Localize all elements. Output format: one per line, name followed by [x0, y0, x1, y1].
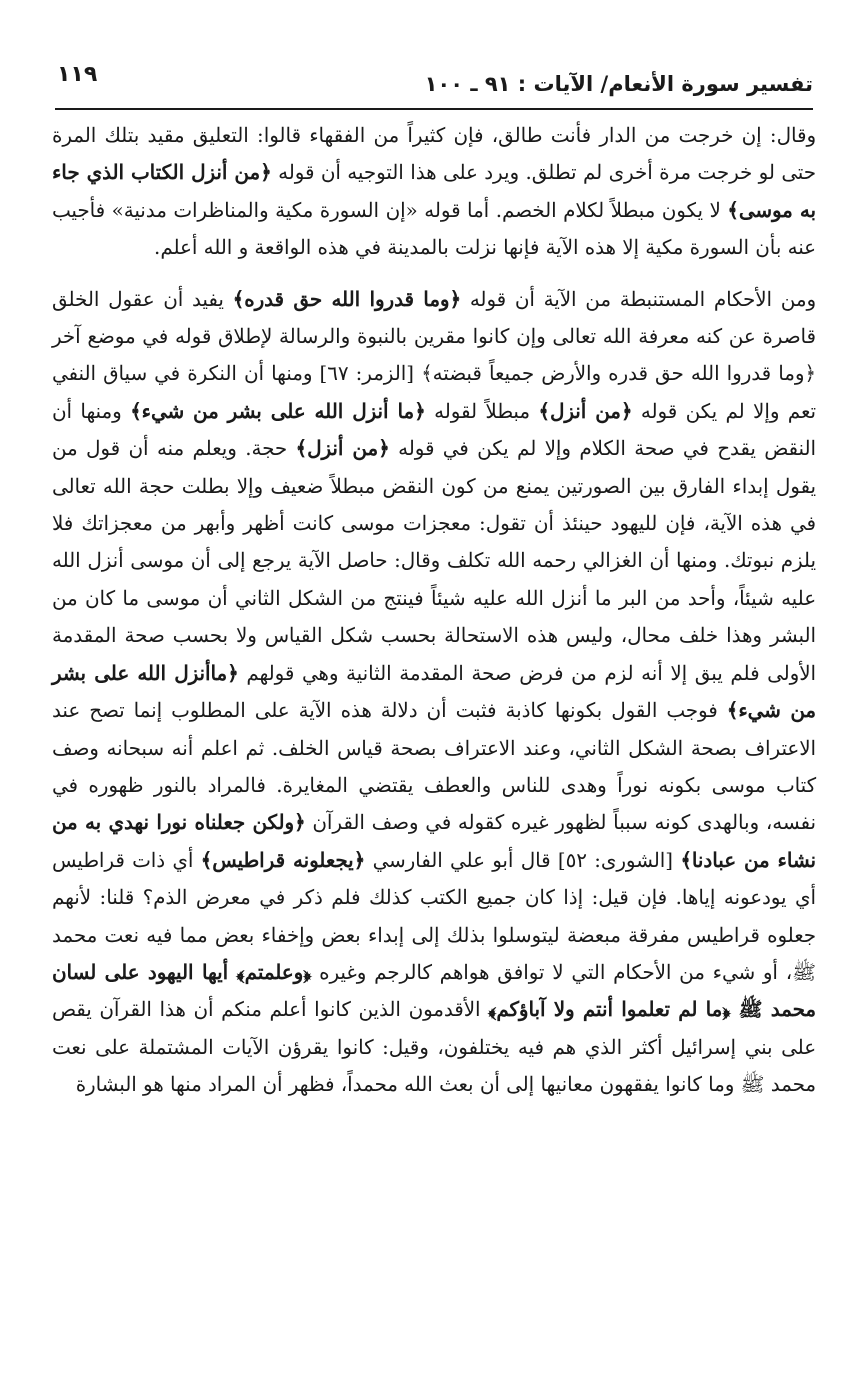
text-run: [الزمر: ٦٧] ومنها أن النكرة في سياق النفي تعم وإلا لم يكن قوله	[52, 362, 816, 423]
paragraph-1	[52, 117, 816, 267]
text-run: ومن الأحكام المستنبطة من الآية أن قوله	[461, 287, 816, 311]
quran-quote: ﴿ما أنزل الله على بشر من شيء﴾	[130, 398, 426, 423]
page-header	[55, 62, 813, 104]
header-divider	[55, 108, 813, 110]
quran-quote: ﴿من أنزل الكتاب الذي جاء به موسى﴾	[52, 160, 816, 222]
quran-quote: ﴿من أنزل﴾	[538, 398, 633, 423]
text-run: وقال: إن خرجت من الدار فأنت طالق، فإن كثيراً من الفقهاء قالوا: التعليق مقيد بتلك المرة حتى لو خرجت مرة أخرى لم تطلق. ويرد على هذا التوجيه أن قوله	[52, 124, 817, 185]
quran-quote: ﴿يجعلونه قراطيس﴾	[200, 847, 366, 872]
quran-quote: ﴿من أنزل﴾	[295, 436, 390, 461]
quran-quote: ﴿ما لم تعلموا أنتم ولا آباؤكم﴾	[488, 997, 731, 1022]
quran-quote: ﴿ماأنزل الله على بشر من شيء﴾	[52, 660, 816, 723]
text-run: ومنها أن النقض يقدح في صحة الكلام وإلا لم يكن في قوله	[52, 399, 817, 461]
page-number: ١١٩	[57, 62, 98, 87]
quran-quote-plain: ﴿وما قدروا الله حق قدره والأرض جميعاً قبضته﴾	[421, 362, 817, 386]
text-run: يفيد أن عقول الخلق قاصرة عن كنه معرفة الله تعالى وإن كانوا مقرين بالنبوة والرسالة لإطلاق قوله في موضع آخر	[52, 287, 816, 349]
text-run: لا يكون مبطلاً لكلام الخصم. أما قوله «إن السورة مكية والمناظرات مدنية» فأجيب عنه بأن السورة مكية إلا هذه الآية فإنها نزلت بالمدينة في هذه الواقعة و الله أعلم.	[52, 198, 816, 260]
text-run: أي ذات قراطيس أي يودعونه إياها. فإن قيل: إذا كان جميع الكتب كذلك فلم ذكر في معرض الذم؟ قلنا: لأنهم جعلوه قراطيس مفرقة مبعضة ليتوسلوا بذلك إلى إبداء بعض وإخفاء بعض مما فيه نعت محمد ﷺ، أو شيء من الأحكام التي لا توافق هواهم كالرجم وغيره	[52, 848, 816, 984]
quran-quote: ﴿وما قدروا الله حق قدره﴾	[232, 286, 462, 311]
text-run: فوجب القول بكونها كاذبة فثبت أن دلالة هذه الآية على المطلوب إنما تصح عند الاعتراف بصحة الشكل الثاني، وعند الاعتراف بصحة قياس الخلف. ثم اعلم أنه سبحانه وصف كتاب موسى بكونه نوراً وهدى للناس والعطف يقتضي المغايرة. فالمراد بالنور ظهوره في نفسه، وبالهدى كونه سبباً لظهور غيره كقوله في وصف القرآن	[52, 699, 816, 835]
bold-phrase: أيها اليهود على لسان محمد ﷺ	[52, 959, 816, 1022]
quran-quote: ﴿ولكن جعلناه نورا نهدي به من نشاء من عبادنا﴾	[52, 810, 817, 872]
text-run: [الشورى: ٥٢] قال أبو علي الفارسي	[365, 848, 681, 872]
quran-quote: ﴿وعلمتم﴾	[236, 959, 312, 984]
paragraph-2	[52, 281, 816, 1104]
text-run: الأقدمون الذين كانوا أعلم منكم أن هذا القرآن يقص على بني إسرائيل أكثر الذي هم فيه يختلفون، وقيل: كانوا يقرؤن الآيات المشتملة على نعت محمد ﷺ وما كانوا يفقهون معانيها إلى أن بعث الله محمداً، فظهر أن المراد منها هو البشارة	[52, 998, 816, 1097]
text-run: حجة. ويعلم منه أن قول من يقول إبداء الفارق بين الصورتين يمنع من كون النقض مبطلاً ضعيف وإلا بطلت حجة الله تعالى في هذه الآية، فإن لليهود حينئذ أن تقول: معجزات موسى كانت أظهر وأبهر من معجزاتك فلا يلزم نبوتك. ومنها أن الغزالي رحمه الله تكلف وقال: حاصل الآية يرجع إلى أن موسى أنزل الله عليه شيئاً، وأحد من البر ما أنزل الله عليه شيئاً فينتج من الشكل الثاني أن موسى ما كان من البشر وهذا خلف محال، وليس هذه الاستحالة بحسب شكل القياس ولا بحسب صحة المقدمة الأولى فلم يبق إلا أنه لزم من فرض صحة المقدمة الثانية وهي قولهم	[52, 437, 816, 685]
text-run: مبطلاً لقوله	[425, 399, 539, 423]
running-title: تفسير سورة الأنعام/ الآيات : ٩١ ـ ١٠٠	[424, 72, 813, 96]
body-text	[52, 117, 816, 1104]
